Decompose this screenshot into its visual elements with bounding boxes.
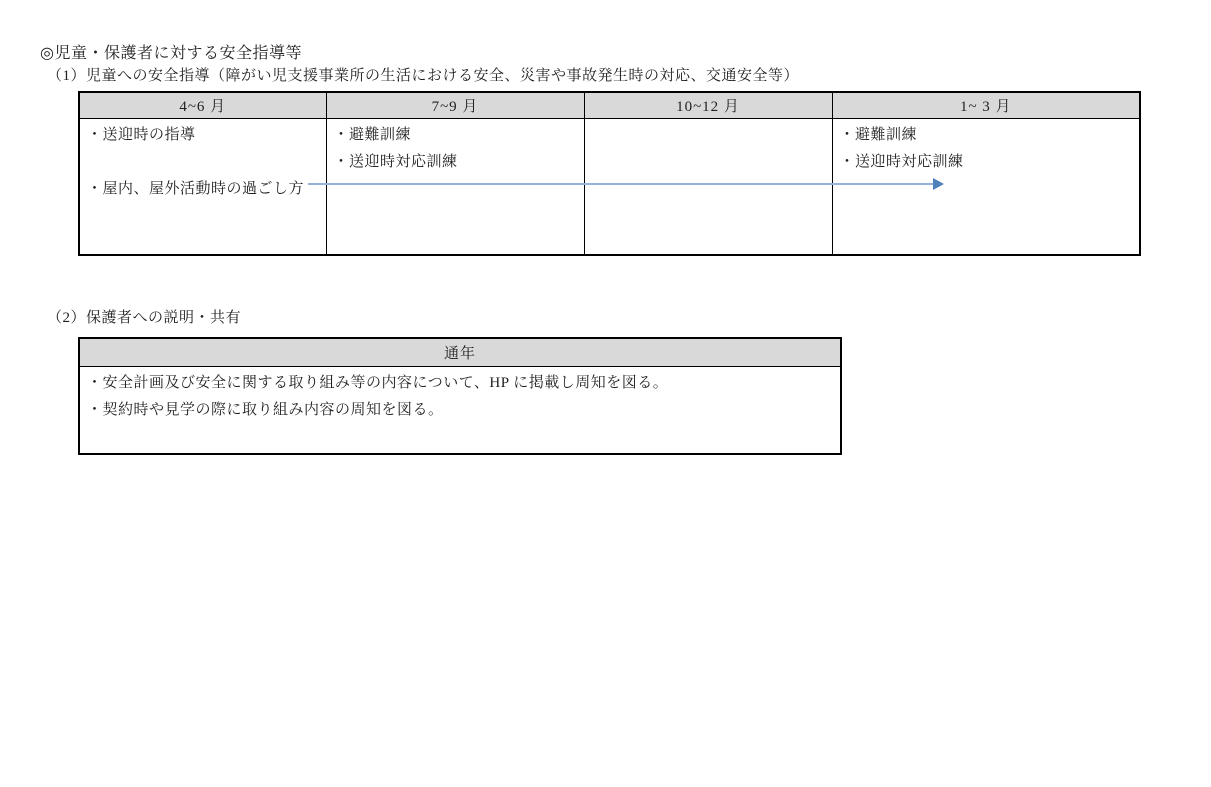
table-body-row	[79, 366, 841, 454]
column-header-year-round: 通年	[79, 338, 841, 366]
column-header-jul-sep: 7~9 月	[326, 92, 584, 118]
document-title: ◎児童・保護者に対する安全指導等	[40, 45, 302, 62]
column-header-oct-dec: 10~12 月	[584, 92, 832, 118]
section1-heading: （1）児童への安全指導（障がい児支援事業所の生活における安全、災害や事故発生時の対応、交通安全等）	[47, 68, 800, 84]
guardian-explanation-table	[78, 337, 842, 455]
cell-oct-dec	[584, 118, 832, 255]
table-header-row	[79, 338, 841, 366]
section2-heading: （2）保護者への説明・共有	[47, 310, 242, 326]
cell-text-line: ・避難訓練	[333, 126, 412, 143]
column-header-apr-jun: 4~6 月	[79, 92, 326, 118]
cell-text-line: ・送迎時対応訓練	[839, 153, 964, 170]
cell-text-line: ・屋内、屋外活動時の過ごし方	[87, 180, 305, 197]
cell-text-line: ・契約時や見学の際に取り組み内容の周知を図る。	[87, 401, 444, 418]
cell-text-line: ・送迎時対応訓練	[333, 153, 458, 170]
table-body-row	[79, 118, 1140, 255]
child-safety-quarterly-table	[78, 91, 1141, 256]
cell-text-line: ・避難訓練	[839, 126, 918, 143]
cell-year-round	[79, 366, 841, 454]
table-header-row	[79, 92, 1140, 118]
cell-text-line: ・送迎時の指導	[87, 126, 196, 143]
cell-text-line	[87, 149, 319, 176]
column-header-jan-mar: 1~ 3 月	[832, 92, 1140, 118]
cell-jan-mar	[832, 118, 1140, 255]
cell-apr-jun	[79, 118, 326, 255]
cell-text-line	[592, 122, 825, 149]
cell-jul-sep	[326, 118, 584, 255]
cell-text-line: ・安全計画及び安全に関する取り組み等の内容について、HP に掲載し周知を図る。	[87, 374, 669, 391]
